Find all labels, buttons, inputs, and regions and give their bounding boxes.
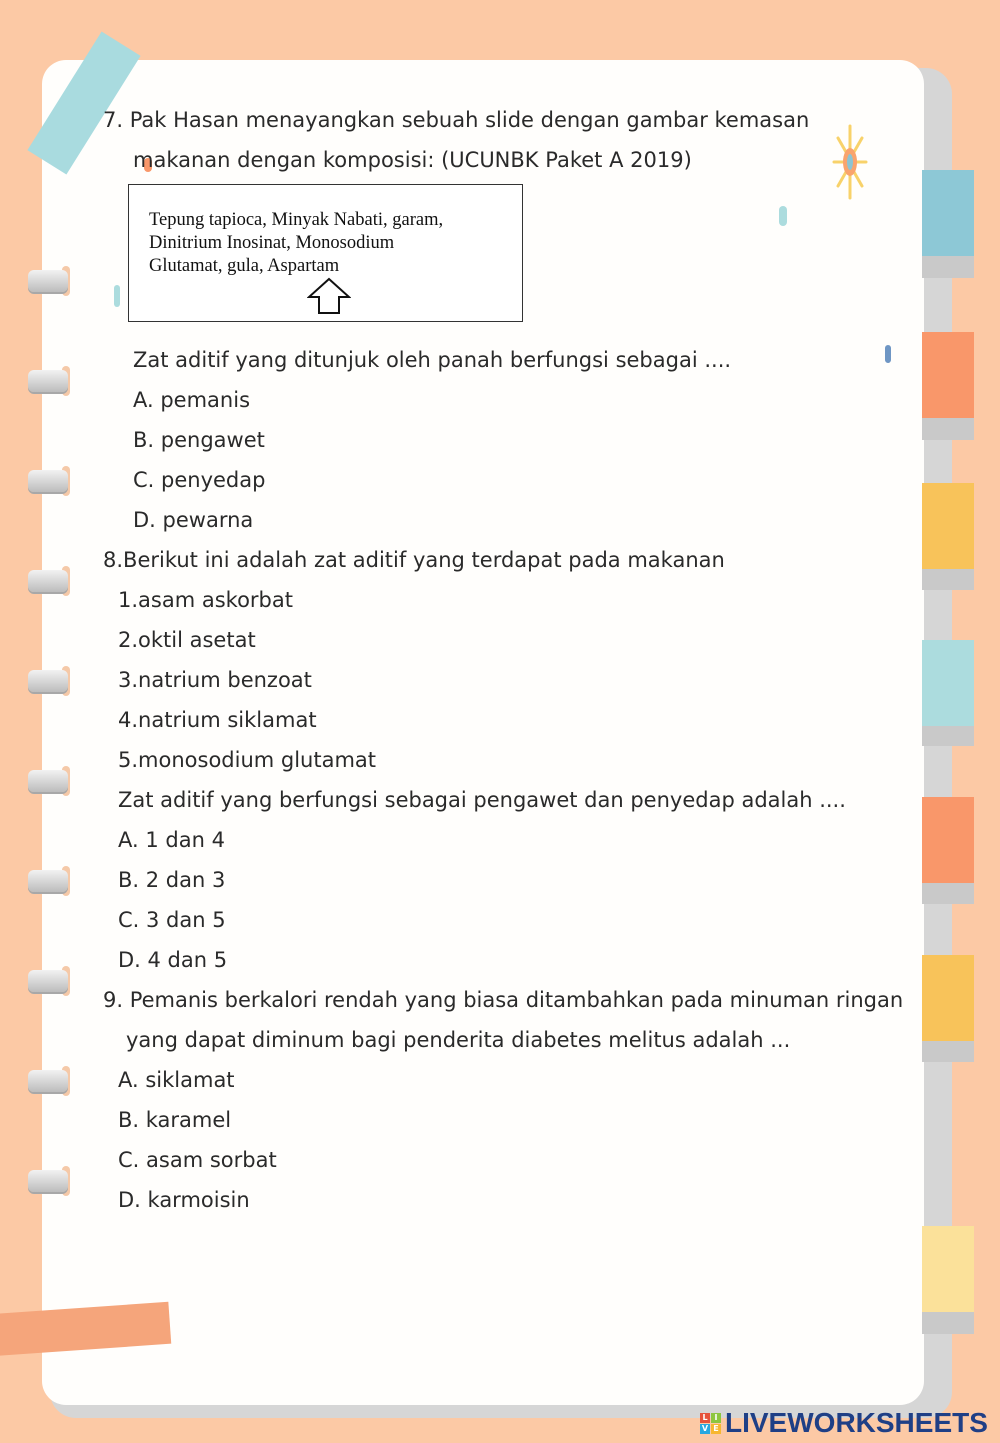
decor-dot — [779, 206, 787, 226]
q9-option-d[interactable]: D. karmoisin — [118, 1188, 250, 1212]
binder-ring — [28, 1070, 68, 1092]
binder-ring — [28, 1170, 68, 1192]
q8-intro: 8.Berikut ini adalah zat aditif yang terdapat pada makanan — [103, 548, 725, 572]
q8-option-a[interactable]: A. 1 dan 4 — [118, 828, 225, 852]
logo-cube-e: E — [711, 1424, 721, 1434]
logo-text: LIVEWORKSHEETS — [725, 1407, 988, 1438]
binder-ring — [28, 470, 68, 492]
side-tab-yellow — [922, 483, 974, 569]
q8-option-c[interactable]: C. 3 dan 5 — [118, 908, 226, 932]
ingredients-image — [128, 184, 523, 322]
tab-shadow — [922, 1312, 974, 1334]
q7-option-a[interactable]: A. pemanis — [133, 388, 251, 412]
side-tab-blue — [922, 170, 974, 256]
logo-cube-v: V — [701, 1423, 709, 1433]
q8-item-2: 2.oktil asetat — [118, 628, 256, 652]
tab-shadow — [922, 418, 974, 440]
up-arrow-icon — [307, 277, 351, 315]
q8-item-5: 5.monosodium glutamat — [118, 748, 377, 772]
side-tab-orange — [922, 332, 974, 418]
logo-cube-i: I — [711, 1413, 721, 1423]
sun-decoration-icon — [830, 122, 870, 202]
q8-option-d[interactable]: D. 4 dan 5 — [118, 948, 228, 972]
liveworksheets-logo[interactable] — [700, 1408, 988, 1438]
q7-option-d[interactable]: D. pewarna — [133, 508, 254, 532]
q7-option-c[interactable]: C. penyedap — [133, 468, 266, 492]
q7-line1: 7. Pak Hasan menayangkan sebuah slide dengan gambar kemasan — [103, 108, 810, 132]
q8-item-4: 4.natrium siklamat — [118, 708, 317, 732]
q7-option-b[interactable]: B. pengawet — [133, 428, 265, 452]
side-tab-cream — [922, 1226, 974, 1312]
ingredients-text: Tepung tapioca, Minyak Nabati, garam, Dinitrium Inosinat, Monosodium Glutamat, gula, Aspartam — [149, 210, 444, 276]
tab-shadow — [922, 882, 974, 904]
tab-shadow — [922, 256, 974, 278]
side-tab-orange — [922, 797, 974, 883]
q8-prompt: Zat aditif yang berfungsi sebagai pengawet dan penyedap adalah .... — [118, 788, 846, 812]
q8-item-3: 3.natrium benzoat — [118, 668, 312, 692]
logo-cube-icon — [700, 1413, 721, 1434]
binder-ring — [28, 370, 68, 392]
decor-dot — [114, 285, 120, 307]
logo-cube-l: L — [700, 1413, 710, 1423]
tab-shadow — [922, 724, 974, 746]
q9-option-b[interactable]: B. karamel — [118, 1108, 232, 1132]
q8-item-1: 1.asam askorbat — [118, 588, 293, 612]
decor-dot — [885, 345, 891, 363]
binder-ring — [28, 770, 68, 792]
binder-ring — [28, 570, 68, 592]
binder-ring — [28, 270, 68, 292]
binder-ring — [28, 870, 68, 892]
tab-shadow — [922, 1040, 974, 1062]
q7-line2: makanan dengan komposisi: (UCUNBK Paket A 2019) — [133, 148, 692, 172]
side-tab-teal — [922, 640, 974, 726]
q7-prompt: Zat aditif yang ditunjuk oleh panah berfungsi sebagai .... — [133, 348, 732, 372]
q9-line2: yang dapat diminum bagi penderita diabetes melitus adalah ... — [126, 1028, 791, 1052]
tab-shadow — [922, 568, 974, 590]
side-tab-yellow — [922, 955, 974, 1041]
q9-option-a[interactable]: A. siklamat — [118, 1068, 235, 1092]
q8-option-b[interactable]: B. 2 dan 3 — [118, 868, 226, 892]
binder-ring — [28, 970, 68, 992]
q9-option-c[interactable]: C. asam sorbat — [118, 1148, 277, 1172]
q9-line1: 9. Pemanis berkalori rendah yang biasa ditambahkan pada minuman ringan — [103, 988, 904, 1012]
binder-ring — [28, 670, 68, 692]
